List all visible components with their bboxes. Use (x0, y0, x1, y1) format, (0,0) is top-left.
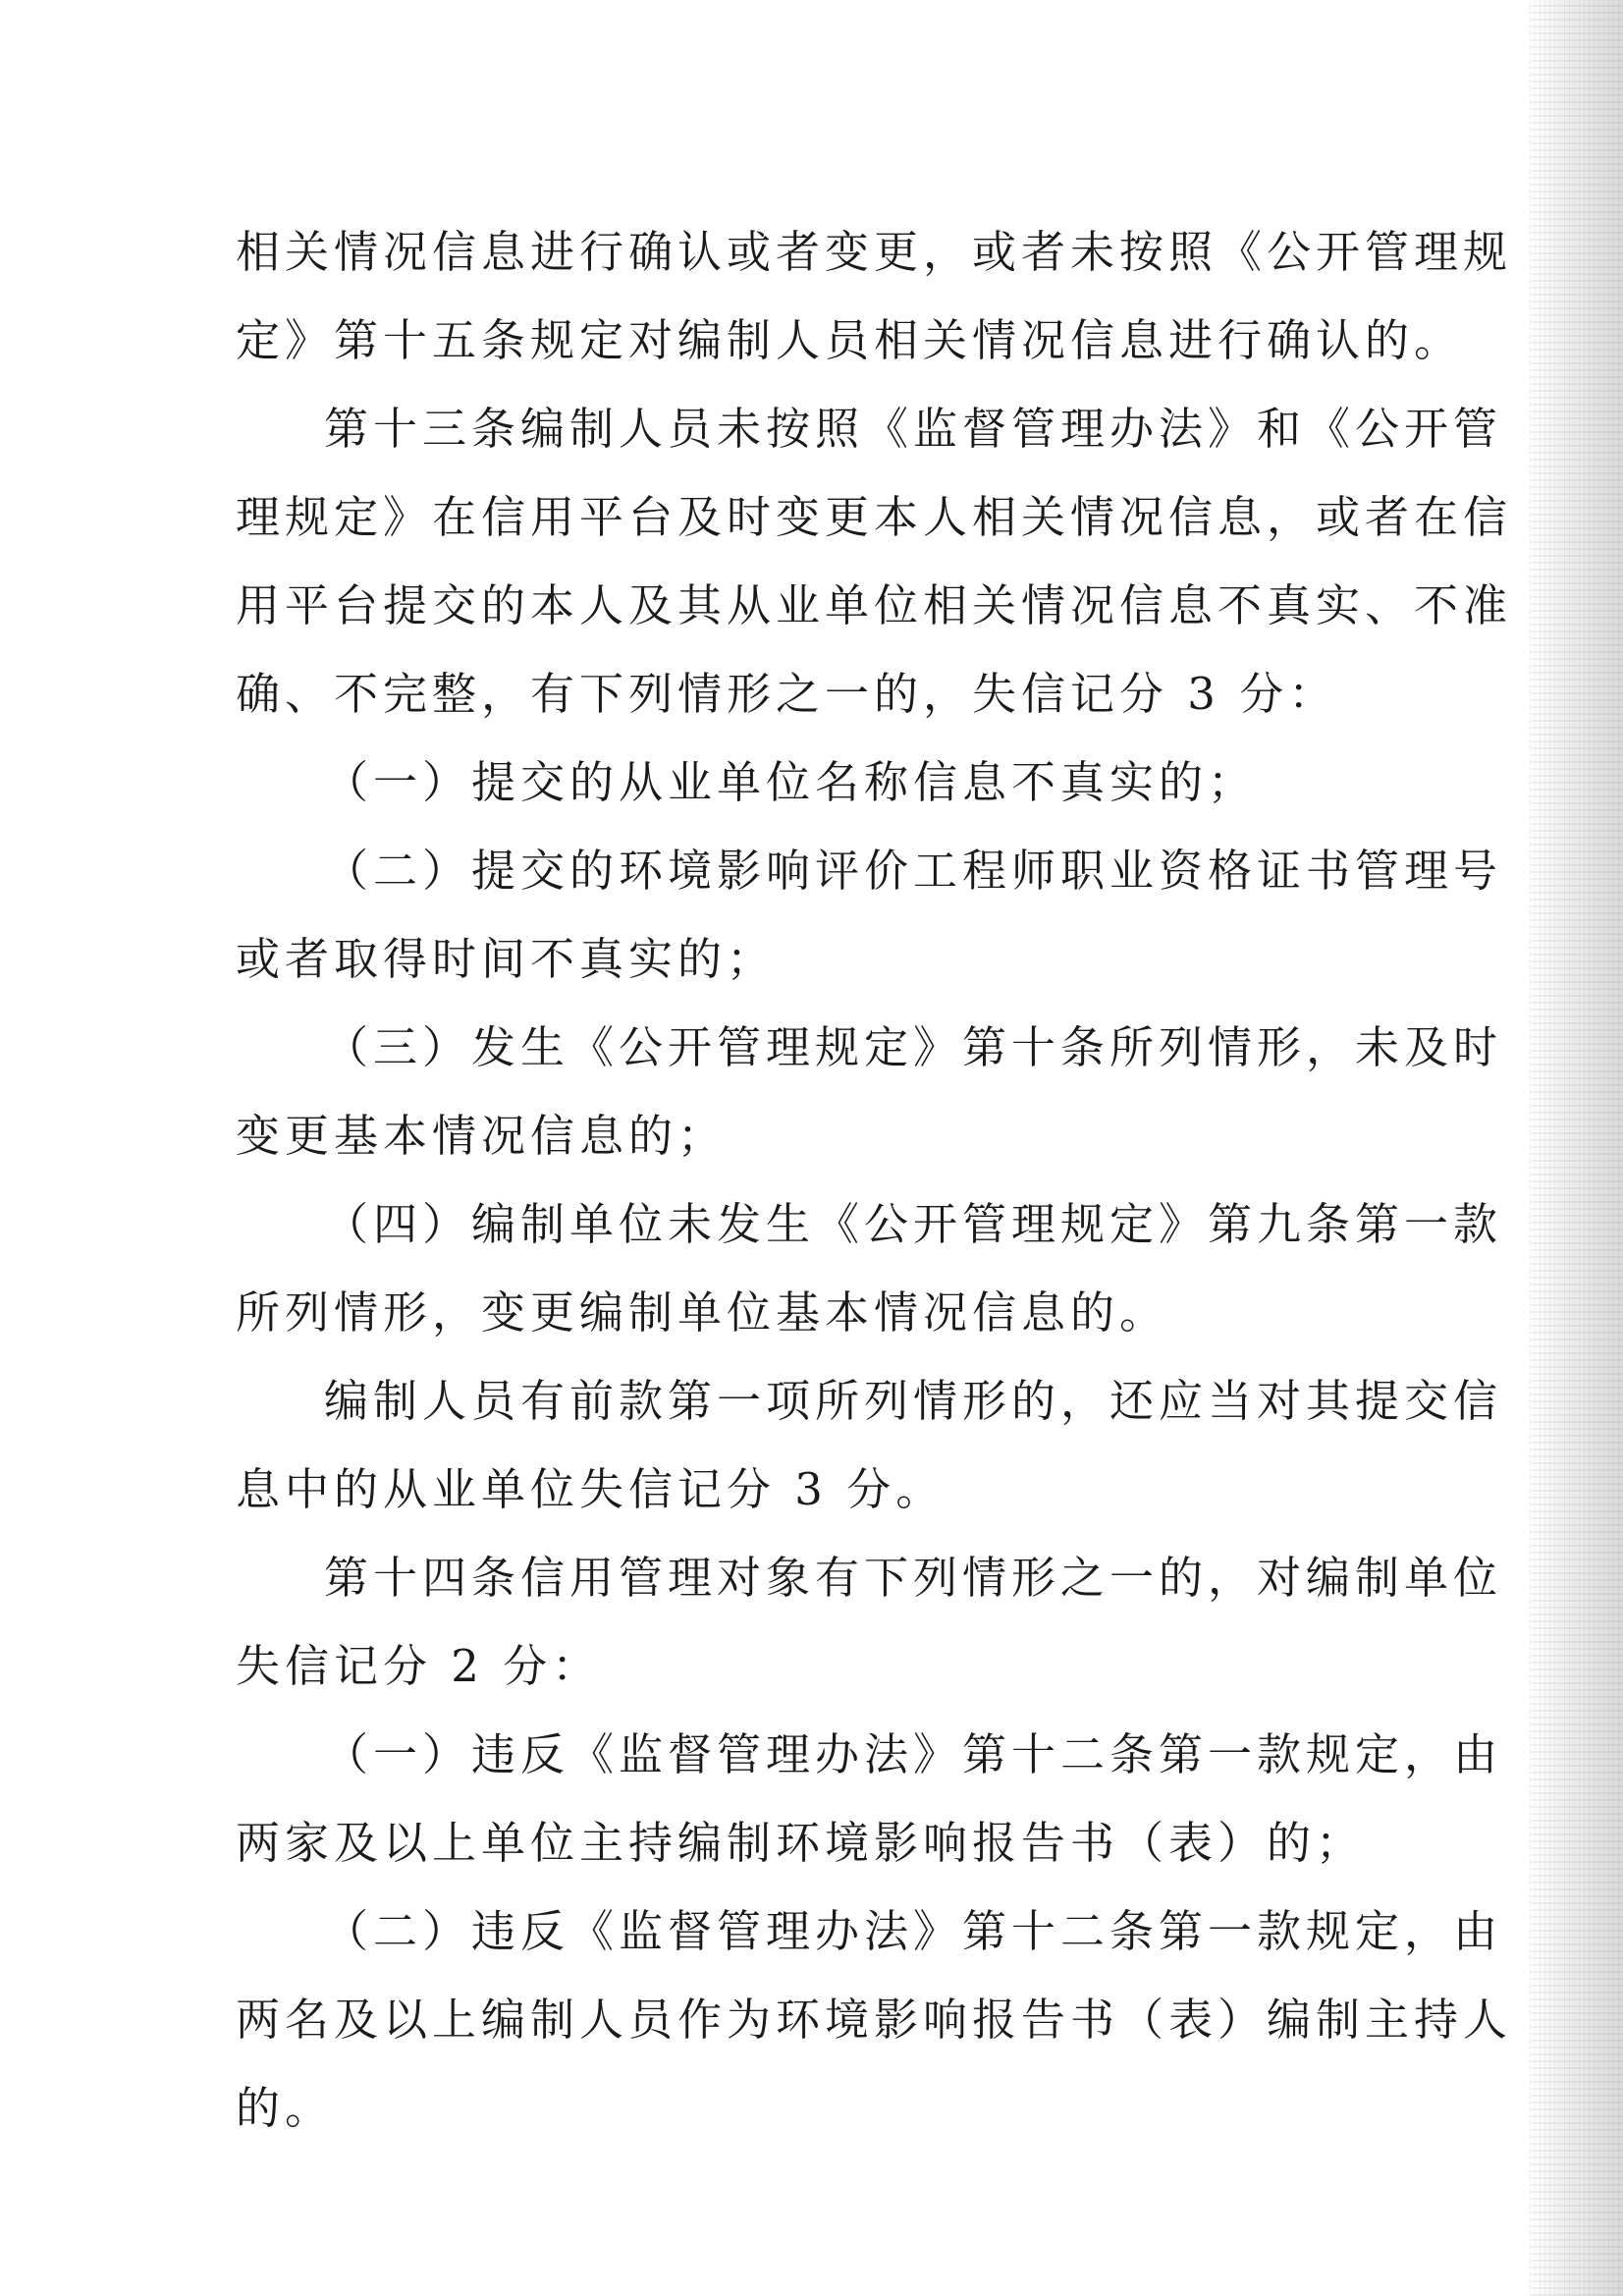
text-line: 息中的从业单位失信记分 3 分。 (236, 1463, 946, 1515)
text-line: 或者取得时间不真实的； (236, 933, 777, 985)
list-item-2: （二）提交的环境影响评价工程师职业资格证书管理号 (324, 845, 1503, 897)
list-item-4: （四）编制单位未发生《公开管理规定》第九条第一款 (324, 1198, 1503, 1250)
text-line: 理规定》在信用平台及时变更本人相关情况信息，或者在信 (236, 491, 1513, 543)
text-line: 两家及以上单位主持编制环境影响报告书（表）的； (236, 1817, 1366, 1869)
text-line: 用平台提交的本人及其从业单位相关情况信息不真实、不准 (236, 579, 1513, 631)
list-item-3: （三）发生《公开管理规定》第十条所列情形，未及时 (324, 1021, 1503, 1073)
text-line: 确、不完整，有下列情形之一的，失信记分 3 分： (236, 668, 1338, 720)
article-13-heading-line: 第十三条编制人员未按照《监督管理办法》和《公开管 (324, 403, 1503, 455)
article-14-item-1: （一）违反《监督管理办法》第十二条第一款规定，由 (324, 1728, 1503, 1780)
text-line: 的。 (236, 2082, 335, 2134)
scan-noise-edge (1530, 0, 1623, 2296)
article-14-item-2: （二）违反《监督管理办法》第十二条第一款规定，由 (324, 1905, 1503, 1957)
paragraph-line: 编制人员有前款第一项所列情形的，还应当对其提交信 (324, 1375, 1503, 1427)
list-item-1: （一）提交的从业单位名称信息不真实的； (324, 756, 1258, 808)
text-line: 定》第十五条规定对编制人员相关情况信息进行确认的。 (236, 314, 1464, 366)
document-body (236, 208, 1513, 2153)
article-14-heading-line: 第十四条信用管理对象有下列情形之一的，对编制单位 (324, 1552, 1503, 1604)
text-line: 相关情况信息进行确认或者变更，或者未按照《公开管理规 (236, 226, 1513, 278)
text-line: 失信记分 2 分： (236, 1640, 602, 1692)
text-line: 所列情形，变更编制单位基本情况信息的。 (236, 1286, 1169, 1339)
text-line: 变更基本情况信息的； (236, 1110, 728, 1162)
text-line: 两名及以上编制人员作为环境影响报告书（表）编制主持人 (236, 1994, 1513, 2046)
